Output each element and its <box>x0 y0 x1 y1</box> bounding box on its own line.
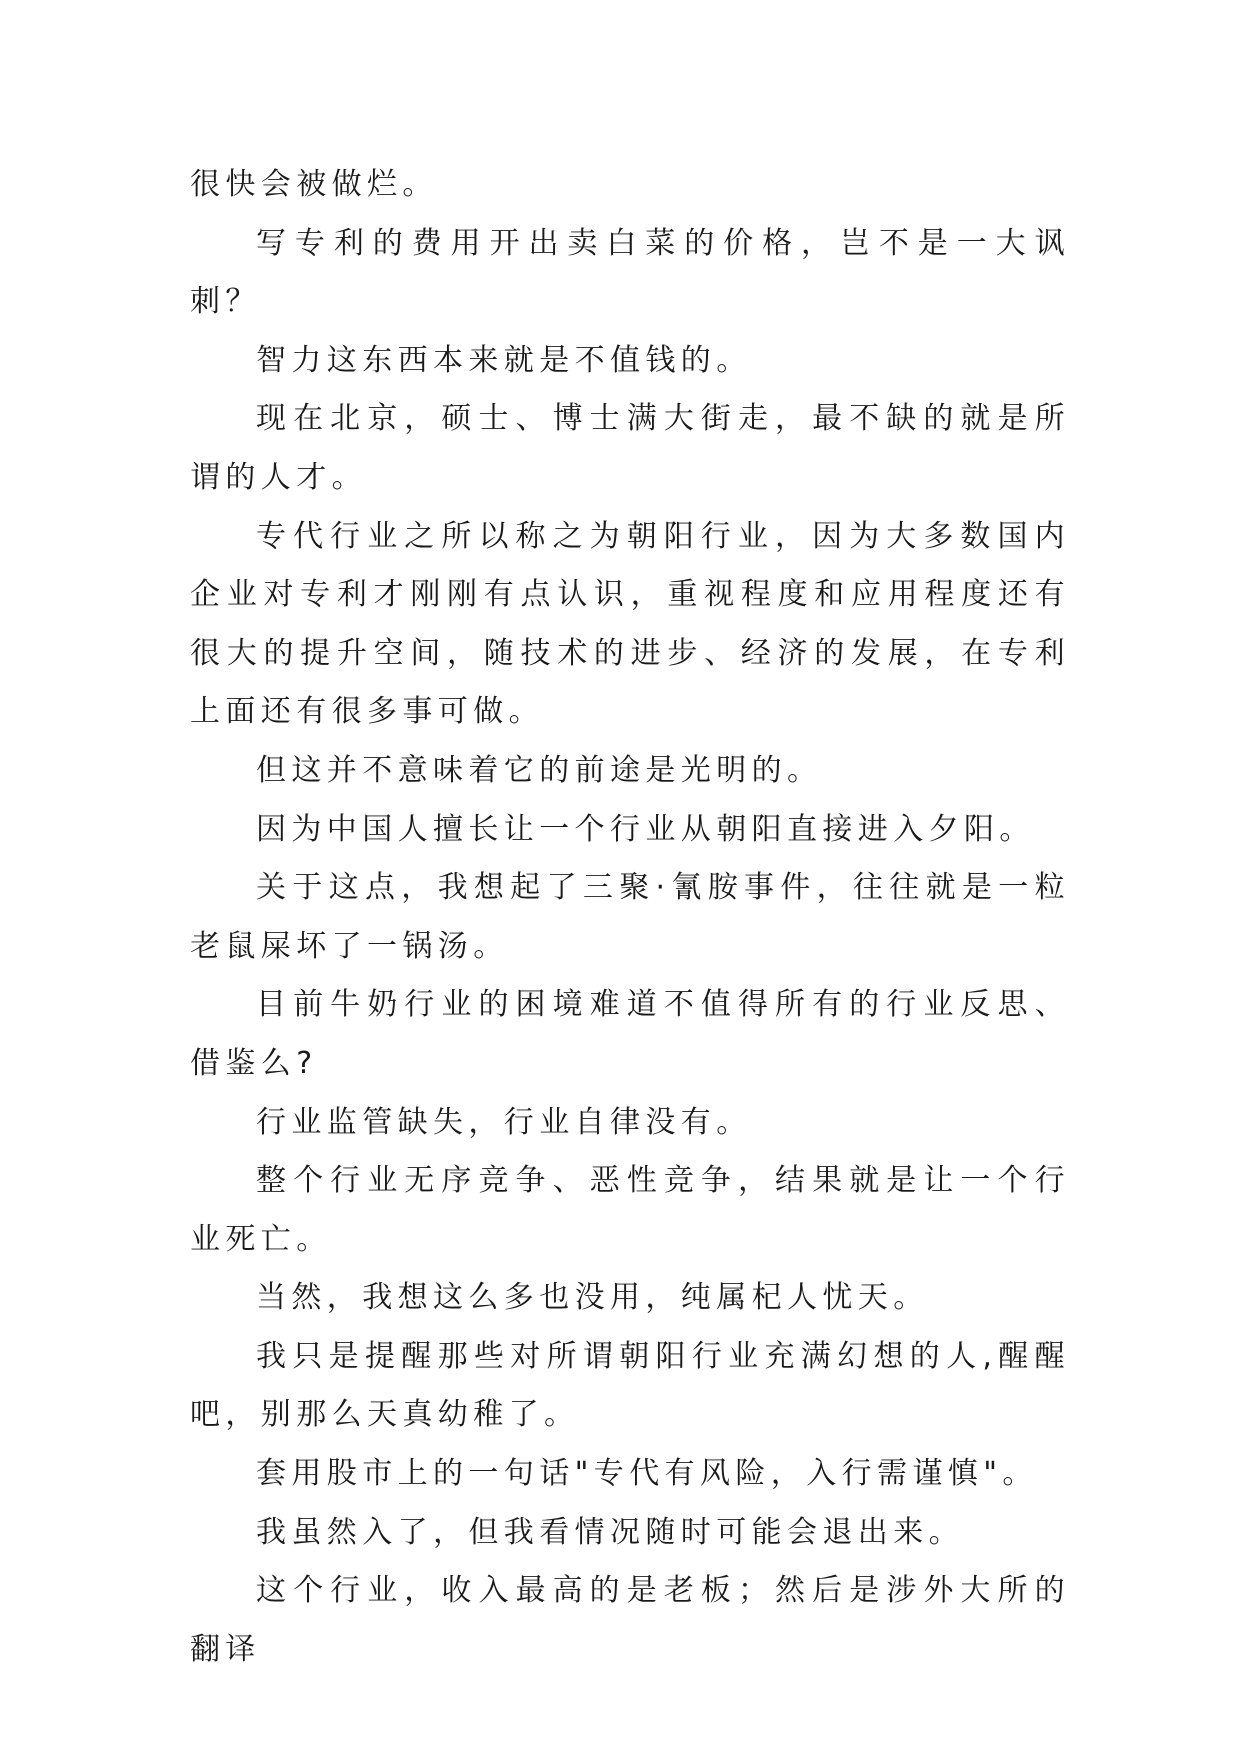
paragraph: 行业监管缺失，行业自律没有。 <box>256 1104 752 1140</box>
paragraph: 当然，我想这么多也没用，纯属杞人忧天。 <box>256 1280 929 1316</box>
paragraph: 但这并不意味着它的前途是光明的。 <box>256 752 823 788</box>
paragraph: 我虽然入了，但我看情况随时可能会退出来。 <box>256 1514 964 1550</box>
paragraph: 写专利的费用开出卖白菜的价格，岂不是一大讽刺？ <box>190 225 1070 320</box>
paragraph: 关于这点，我想起了三聚·氰胺事件，往往就是一粒老鼠屎坏了一锅汤。 <box>190 870 1070 964</box>
paragraph: 很快会被做烂。 <box>190 167 438 202</box>
paragraph: 因为中国人擅长让一个行业从朝阳直接进入夕阳。 <box>256 811 1035 847</box>
paragraph: 我只是提醒那些对所谓朝阳行业充满幻想的人,醒醒吧，别那么天真幼稚了。 <box>190 1338 1070 1433</box>
paragraph: 套用股市上的一句话"专代有风险，入行需谨慎"。 <box>256 1456 1038 1492</box>
paragraph: 现在北京，硕士、博士满大街走，最不缺的就是所谓的人才。 <box>190 401 1070 495</box>
paragraph: 这个行业，收入最高的是老板；然后是涉外大所的翻译 <box>190 1573 1070 1667</box>
document-body <box>190 156 1070 1679</box>
paragraph: 专代行业之所以称之为朝阳行业，因为大多数国内企业对专利才刚刚有点认识，重视程度和应用程度还有很大的提升空间，随技术的进步、经济的发展，在专利上面还有很多事可做。 <box>190 518 1070 730</box>
paragraph: 智力这东西本来就是不值钱的。 <box>256 342 752 378</box>
paragraph: 整个行业无序竞争、恶性竞争，结果就是让一个行业死亡。 <box>190 1163 1070 1257</box>
paragraph: 目前牛奶行业的困境难道不值得所有的行业反思、借鉴么? <box>190 987 1070 1081</box>
